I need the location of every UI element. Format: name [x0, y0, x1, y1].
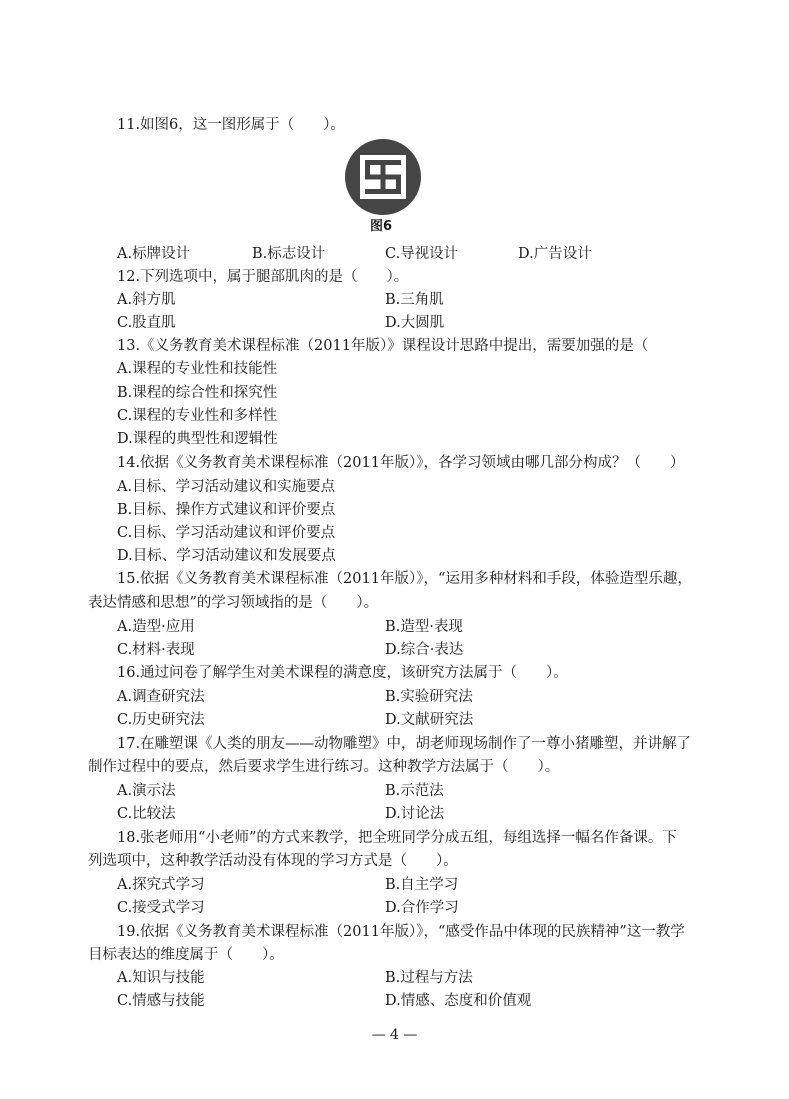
q19-option-a: A.知识与技能 [117, 970, 205, 986]
question-18-stem-line2: 列选项中，这种教学活动没有体现的学习方式是（ ）。 [88, 853, 458, 869]
question-14-stem: 14.依据《义务教育美术课程标准（2011年版）》，各学习领域由哪几部分构成？（ ） [117, 455, 685, 471]
q12-option-d: D.大圆肌 [385, 315, 445, 331]
q16-option-b: B.实验研究法 [385, 689, 473, 705]
question-16-stem: 16.通过问卷了解学生对美术课程的满意度，该研究方法属于（ ）。 [117, 665, 568, 681]
q14-option-c: C.目标、学习活动建议和评价要点 [117, 525, 336, 541]
question-19-stem-line1: 19.依据《义务教育美术课程标准（2011年版）》，“感受作品中体现的民族精神”这一教学 [117, 924, 685, 940]
q13-option-a: A.课程的专业性和技能性 [117, 361, 278, 377]
q16-option-d: D.文献研究法 [385, 712, 474, 728]
q18-option-c: C.接受式学习 [117, 900, 205, 916]
q12-option-c: C.股直肌 [117, 315, 176, 331]
question-12-stem: 12.下列选项中，属于腿部肌肉的是（ ）。 [117, 269, 409, 285]
q14-option-d: D.目标、学习活动建议和发展要点 [117, 548, 336, 564]
question-18-stem-line1: 18.张老师用“小老师”的方式来教学，把全班同学分成五组，每组选择一幅名作备课。下 [117, 830, 677, 846]
q17-option-d: D.讨论法 [385, 806, 445, 822]
q12-option-a: A.斜方肌 [117, 292, 176, 308]
bank-logo-icon [344, 138, 422, 216]
question-13-stem: 13.《义务教育美术课程标准（2011年版）》课程设计思路中提出，需要加强的是（ [117, 338, 649, 354]
question-17-stem-line1: 17.在雕塑课《人类的朋友——动物雕塑》中，胡老师现场制作了一尊小猪雕塑，并讲解了 [117, 736, 692, 752]
q18-option-a: A.探究式学习 [117, 877, 205, 893]
q17-option-a: A.演示法 [117, 783, 176, 799]
q19-option-b: B.过程与方法 [385, 970, 473, 986]
q15-option-c: C.材料·表现 [117, 642, 195, 658]
q15-option-b: B.造型·表现 [385, 619, 463, 635]
q17-option-c: C.比较法 [117, 806, 176, 822]
question-17-stem-line2: 制作过程中的要点，然后要求学生进行练习。这种教学方法属于（ ）。 [88, 759, 560, 775]
q17-option-b: B.示范法 [385, 783, 444, 799]
q11-option-a: A.标牌设计 [117, 246, 191, 262]
q14-option-b: B.目标、操作方式建议和评价要点 [117, 502, 336, 518]
q11-option-c: C.导视设计 [385, 246, 459, 262]
q19-option-d: D.情感、态度和价值观 [385, 993, 532, 1009]
question-15-stem-line1: 15.依据《义务教育美术课程标准（2011年版）》，“运用多种材料和手段，体验造型乐趣， [117, 571, 692, 587]
q11-option-d: D.广告设计 [518, 246, 592, 262]
q13-option-c: C.课程的专业性和多样性 [117, 408, 278, 424]
figure-caption: 图6 [370, 219, 393, 234]
q11-option-b: B.标志设计 [252, 246, 326, 262]
q18-option-b: B.自主学习 [385, 877, 459, 893]
q13-option-d: D.课程的典型性和逻辑性 [117, 431, 278, 447]
question-15-stem-line2: 表达情感和思想”的学习领域指的是（ ）。 [88, 595, 379, 611]
q13-option-b: B.课程的综合性和探究性 [117, 385, 278, 401]
question-11-stem: 11.如图6，这一图形属于（ ）。 [117, 117, 346, 133]
page-number: — 4 — [371, 1027, 418, 1043]
q19-option-c: C.情感与技能 [117, 993, 205, 1009]
q16-option-a: A.调查研究法 [117, 689, 205, 705]
q15-option-a: A.造型·应用 [117, 619, 195, 635]
q16-option-c: C.历史研究法 [117, 712, 205, 728]
question-19-stem-line2: 目标表达的维度属于（ ）。 [88, 947, 284, 963]
q18-option-d: D.合作学习 [385, 900, 459, 916]
q14-option-a: A.目标、学习活动建议和实施要点 [117, 479, 336, 495]
q12-option-b: B.三角肌 [385, 292, 444, 308]
q15-option-d: D.综合·表达 [385, 642, 464, 658]
